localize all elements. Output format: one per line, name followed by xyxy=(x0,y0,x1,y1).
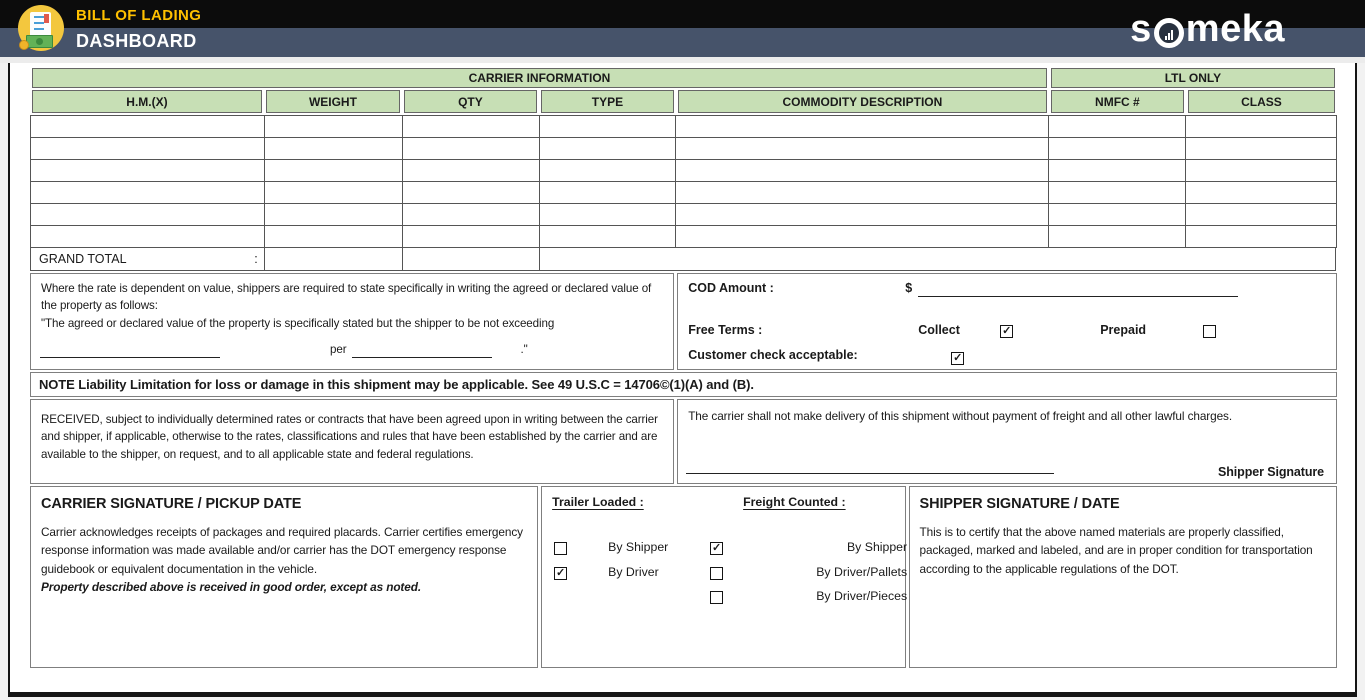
trailer-by-driver-checkbox[interactable]: ✓ xyxy=(556,567,566,579)
table-cell[interactable] xyxy=(1049,182,1186,204)
dollar-sign: $ xyxy=(905,281,913,295)
table-cell[interactable] xyxy=(265,226,403,248)
collect-checkbox[interactable]: ✓ xyxy=(1002,325,1012,337)
received-terms-box xyxy=(30,399,674,484)
table-cell[interactable] xyxy=(1049,138,1186,160)
table-cell[interactable] xyxy=(31,116,265,138)
brand-text-suffix: meka xyxy=(1185,7,1285,50)
table-cell[interactable] xyxy=(265,182,403,204)
group-header-ltl-only: LTL ONLY xyxy=(1051,68,1335,88)
per-unit-input-line[interactable] xyxy=(352,346,492,358)
header-titles xyxy=(76,0,201,57)
table-cell[interactable] xyxy=(540,182,677,204)
trailer-by-driver-label: By Driver xyxy=(608,565,659,579)
table-cell[interactable] xyxy=(676,116,1049,138)
trailer-loaded-title: Trailer Loaded : xyxy=(552,495,644,509)
grand-total-label: GRAND TOTAL xyxy=(39,252,127,266)
table-cell[interactable] xyxy=(1186,116,1337,138)
trailer-by-shipper-checkbox[interactable] xyxy=(554,542,567,555)
freight-by-driver-pallets-label: By Driver/Pallets xyxy=(816,565,908,579)
delivery-terms-box xyxy=(677,399,1337,484)
table-cell[interactable] xyxy=(676,138,1049,160)
table-cell[interactable] xyxy=(1186,138,1337,160)
grand-total-merged-cell[interactable] xyxy=(540,248,1336,271)
carrier-signature-box xyxy=(30,486,538,668)
table-cell[interactable] xyxy=(540,138,677,160)
grand-total-weight-cell[interactable] xyxy=(265,248,403,271)
cod-amount-label: COD Amount : xyxy=(688,281,774,295)
shipper-signature-label: Shipper Signature xyxy=(1218,465,1324,479)
table-cell[interactable] xyxy=(540,204,677,226)
table-cell[interactable] xyxy=(403,116,540,138)
collect-label: Collect xyxy=(918,323,960,337)
carrier-signature-title: CARRIER SIGNATURE / PICKUP DATE xyxy=(41,496,302,512)
app-title: BILL OF LADING xyxy=(76,7,202,24)
table-cell[interactable] xyxy=(403,160,540,182)
declared-value-input-line[interactable] xyxy=(40,346,220,358)
form-page xyxy=(8,63,1357,697)
declared-value-text-1: Where the rate is dependent on value, shippers are required to state specifically in writing the agreed or declared value of the property as follows: xyxy=(41,282,652,313)
customer-check-label: Customer check acceptable: xyxy=(688,348,858,362)
column-header-weight: WEIGHT xyxy=(266,90,400,113)
bill-of-lading-icon xyxy=(18,5,64,51)
table-cell[interactable] xyxy=(1186,204,1337,226)
table-cell[interactable] xyxy=(540,226,677,248)
grand-total-label-cell xyxy=(31,248,265,271)
cod-amount-input-line[interactable] xyxy=(918,296,1238,297)
table-cell[interactable] xyxy=(403,138,540,160)
carrier-signature-body: Carrier acknowledges receipts of packages and required placards. Carrier certifies emergency response information was made available and/or carrier has the DOT emergency response guidebook or equivalent documentation in the vehicle. xyxy=(41,525,523,576)
table-cell[interactable] xyxy=(540,116,677,138)
table-cell[interactable] xyxy=(676,204,1049,226)
freight-by-shipper-checkbox[interactable]: ✓ xyxy=(712,542,722,554)
column-header-qty: QTY xyxy=(404,90,537,113)
trailer-by-shipper-label: By Shipper xyxy=(608,540,669,554)
table-cell[interactable] xyxy=(403,226,540,248)
table-cell[interactable] xyxy=(1186,182,1337,204)
declared-value-text-2: "The agreed or declared value of the property is specifically stated but the shipper to be not exceeding xyxy=(41,316,555,330)
table-cell[interactable] xyxy=(1049,116,1186,138)
table-cell[interactable] xyxy=(403,182,540,204)
cod-box xyxy=(677,273,1337,370)
money-icon xyxy=(26,35,53,48)
table-cell[interactable] xyxy=(31,204,265,226)
table-cell[interactable] xyxy=(265,204,403,226)
table-cell[interactable] xyxy=(265,116,403,138)
table-cell[interactable] xyxy=(31,226,265,248)
document-icon xyxy=(30,12,51,37)
freight-by-driver-pieces-label: By Driver/Pieces xyxy=(816,589,908,603)
per-label: per xyxy=(330,342,347,356)
table-cell[interactable] xyxy=(676,160,1049,182)
table-cell[interactable] xyxy=(1186,226,1337,248)
someka-logo xyxy=(1130,6,1285,52)
freight-by-driver-pallets-checkbox[interactable] xyxy=(710,567,723,580)
table-cell[interactable] xyxy=(403,204,540,226)
carrier-signature-note: Property described above is received in good order, except as noted. xyxy=(41,579,422,594)
table-cell[interactable] xyxy=(31,182,265,204)
table-cell[interactable] xyxy=(1049,226,1186,248)
table-cell[interactable] xyxy=(540,160,677,182)
table-cell[interactable] xyxy=(1186,160,1337,182)
table-cell[interactable] xyxy=(265,160,403,182)
table-cell[interactable] xyxy=(1049,204,1186,226)
table-body xyxy=(30,115,1337,248)
freight-counted-title: Freight Counted : xyxy=(743,495,846,509)
table-cell[interactable] xyxy=(676,226,1049,248)
shipper-signature-body: This is to certify that the above named materials are properly classified, packaged, marked and labeled, and are in proper condition for transportation according to the applicable regulations of the DOT. xyxy=(919,525,1313,576)
page-title: DASHBOARD xyxy=(76,31,197,51)
shipper-signature-title: SHIPPER SIGNATURE / DATE xyxy=(919,496,1120,512)
brand-text-prefix: s xyxy=(1130,7,1152,50)
table-group-header-row xyxy=(30,67,1337,89)
table-cell[interactable] xyxy=(265,138,403,160)
grand-total-qty-cell[interactable] xyxy=(403,248,540,271)
received-terms-text: RECEIVED, subject to individually determined rates or contracts that have been agreed upon in writing between the carrier and shipper, if applicable, otherwise to the rates, classifications and rules that have been established by the carrier and are available to the shipper, on request, and to all applicable state and federal regulations. xyxy=(41,413,658,461)
chart-o-icon xyxy=(1154,18,1184,48)
coin-icon xyxy=(19,40,29,50)
customer-check-checkbox[interactable]: ✓ xyxy=(953,352,963,364)
freight-by-shipper-label: By Shipper xyxy=(846,540,908,554)
loading-options-box xyxy=(541,486,908,668)
column-header-class: CLASS xyxy=(1188,90,1335,113)
prepaid-label: Prepaid xyxy=(1100,323,1147,337)
grand-total-row xyxy=(30,248,1337,271)
carrier-table xyxy=(30,67,1337,271)
liability-note: NOTE Liability Limitation for loss or damage in this shipment may be applicable. See 49 U.S.C = 14706©(1)(A) and (B). xyxy=(30,372,1337,397)
quote-close: ." xyxy=(520,342,528,356)
column-header-commodity-description: COMMODITY DESCRIPTION xyxy=(678,90,1047,113)
group-header-carrier-information: CARRIER INFORMATION xyxy=(32,68,1047,88)
column-header-hm: H.M.(X) xyxy=(32,90,262,113)
table-cell[interactable] xyxy=(1049,160,1186,182)
prepaid-checkbox[interactable] xyxy=(1203,325,1216,338)
table-cell[interactable] xyxy=(31,160,265,182)
grand-total-colon: : xyxy=(254,252,258,266)
table-cell[interactable] xyxy=(31,138,265,160)
column-header-type: TYPE xyxy=(541,90,674,113)
table-column-header-row xyxy=(30,89,1337,114)
declared-value-box xyxy=(30,273,674,370)
column-header-nmfc: NMFC # xyxy=(1051,90,1184,113)
shipper-signature-box xyxy=(909,486,1337,668)
shipper-signature-line[interactable] xyxy=(686,473,1054,474)
delivery-terms-text: The carrier shall not make delivery of this shipment without payment of freight and all other lawful charges. xyxy=(688,409,1233,423)
table-cell[interactable] xyxy=(676,182,1049,204)
app-header xyxy=(0,0,1365,57)
freight-by-driver-pieces-checkbox[interactable] xyxy=(710,591,723,604)
free-terms-label: Free Terms : xyxy=(688,323,763,337)
